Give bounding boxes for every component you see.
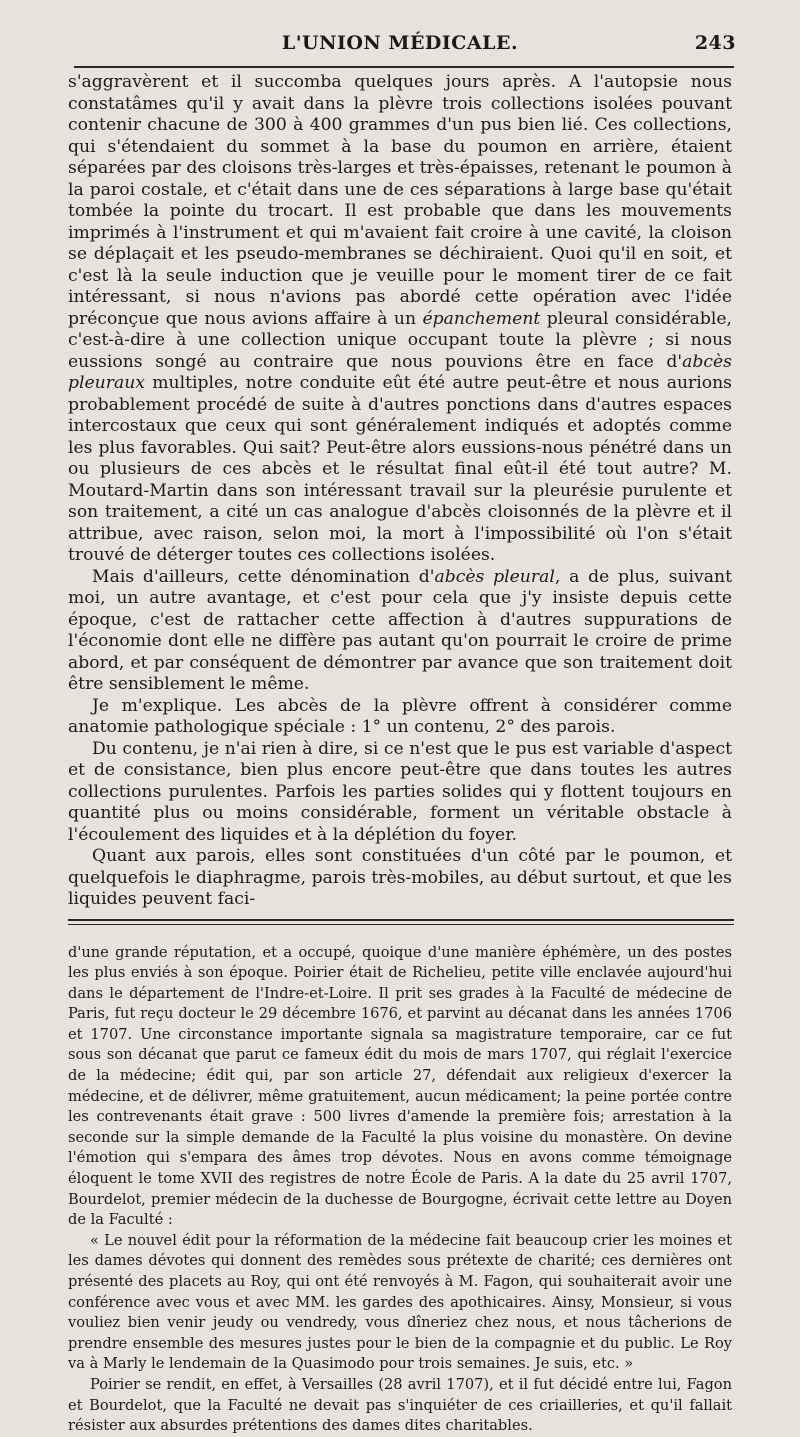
paragraph: Quant aux parois, elles sont constituées d'un côté par le poumon, et quelquefois le diaphragme, parois très-mobiles, au début surtout, et que les liquides peuvent faci-: [68, 846, 732, 909]
footnote-quotation: « Le nouvel édit pour la réformation de la médecine fait beaucoup crier les moines et les dames dévotes qui donnent des remèdes sous prétexte de charité; ces dernières ont présenté des placets au Roy, qui ont été renvoyés à M. Fagon, qui souhaiterait avoir une conférence avec vous et avec MM. les gardes des apothicaires. Ainsy, Monsieur, si vous vouliez bien venir jeudy ou vendredy, vous dîneriez chez nous, et nous tâcherions de prendre ensemble des mesures justes pour le bien de la compagnie et du public. Le Roy va à Marly le lendemain de la Quasimodo pour trois semaines. Je suis, etc. »: [68, 1231, 732, 1373]
main-text: [68, 72, 732, 911]
paragraph: Mais d'ailleurs, cette dénomination d'abcès pleural, a de plus, suivant moi, un autre avantage, et c'est pour cela que j'y insiste depuis cette époque, c'est de rattacher cette affection à d'autres suppurations de l'économie dont elle ne diffère pas autant qu'on pourrait le croire de prime abord, et par conséquent de démontrer par avance que son traitement doit être sensiblement le même.: [68, 566, 732, 694]
footnote-paragraph: Poirier se rendit, en effet, à Versailles (28 avril 1707), et il fut décidé entre lui, Fagon et Bourdelot, que la Faculté ne devait pas s'inquiéter de ces criailleries, et qu'il fallait résister aux absurdes prétentions des dames dites charitables.: [68, 1375, 732, 1435]
footnote-separator-thin: [68, 924, 734, 925]
footnote-separator: [68, 919, 734, 921]
header-rule: [74, 66, 734, 68]
footnotes: [68, 943, 732, 1437]
running-header: [68, 28, 736, 62]
emphasis: épanchement: [422, 308, 541, 329]
emphasis: abcès pleural: [434, 566, 555, 587]
paragraph: Je m'explique. Les abcès de la plèvre offrent à considérer comme anatomie pathologique spéciale : 1° un contenu, 2° des parois.: [68, 695, 732, 737]
paragraph: s'aggravèrent et il succomba quelques jours après. A l'autopsie nous constatâmes qu'il y avait dans la plèvre trois collections isolées pouvant contenir chacune de 300 à 400 grammes d'un pus bien lié. Ces collections, qui s'étendaient du sommet à la base du poumon en arrière, étaient séparées par des cloisons très-larges et très-épaisses, retenant le poumon à la paroi costale, et c'était dans une de ces séparations à large base qu'était tombée la pointe du trocart. Il est probable que dans les mouvements imprimés à l'instrument et qui m'avaient fait croire à une cavité, la cloison se déplaçait et les pseudo-membranes se déchiraient. Quoi qu'il en soit, et c'est là la seule induction que je veuille pour le moment tirer de ce fait intéressant, si nous n'avions pas abordé cette opération avec l'idée préconçue que nous avions affaire à un épanchement pleural considérable, c'est-à-dire à une collection unique occupant toute la plèvre ; si nous eussions songé au contraire que nous pouvions être en face d'abcès pleuraux multiples, notre conduite eût été autre peut-être et nous aurions probablement procédé de suite à d'autres ponctions dans d'autres espaces intercostaux que ceux qui sont généralement indiqués et adoptés comme les plus favorables. Qui sait? Peut-être alors eussions-nous pénétré dans un ou plusieurs de ces abcès et le résultat final eût-il été tout autre? M. Moutard-Martin dans son intéressant travail sur la pleurésie purulente et son traitement, a cité un cas analogue d'abcès cloisonnés de la plèvre et il attribue, avec raison, selon moi, la mort à l'impossibilité où l'on s'était trouvé de déterger toutes ces collections isolées.: [68, 72, 733, 565]
emphasis: abcès pleuraux: [68, 351, 732, 393]
paragraph: Du contenu, je n'ai rien à dire, si ce n'est que le pus est variable d'aspect et de consistance, bien plus encore peut-être que dans toutes les autres collections purulentes. Parfois les parties solides qui y flottent toujours en quantité plus ou moins considérable, forment un véritable obstacle à l'écoulement des liquides et à la déplétion du foyer.: [68, 738, 732, 845]
journal-title: L'UNION MÉDICALE.: [281, 32, 519, 54]
footnote-paragraph: d'une grande réputation, et a occupé, quoique d'une manière éphémère, un des postes les plus enviés à son époque. Poirier était de Richelieu, petite ville enclavée aujourd'hui dans le département de l'Indre-et-Loire. Il prit ses grades à la Faculté de médecine de Paris, fut reçu docteur le 29 décembre 1676, et parvint au décanat dans les années 1706 et 1707. Une circonstance importante signala sa magistrature temporaire, car ce fut sous son décanat que parut ce fameux édit du mois de mars 1707, qui réglait l'exercice de la médecine; édit qui, par son article 27, défendait aux religieux d'exercer la médecine, et de délivrer, même gratuitement, aucun médicament; la peine portée contre les contrevenants était grave : 500 livres d'amende la première fois; arrestation à la seconde sur la simple demande de la Faculté la plus voisine du monastère. On devine l'émotion qui s'empara des âmes trop dévotes. Nous en avons comme témoignage éloquent le tome XVII des registres de notre École de Paris. A la date du 25 avril 1707, Bourdelot, premier médecin de la duchesse de Bourgogne, écrivait cette lettre au Doyen de la Faculté :: [68, 943, 732, 1229]
page-number: 243: [694, 32, 736, 54]
